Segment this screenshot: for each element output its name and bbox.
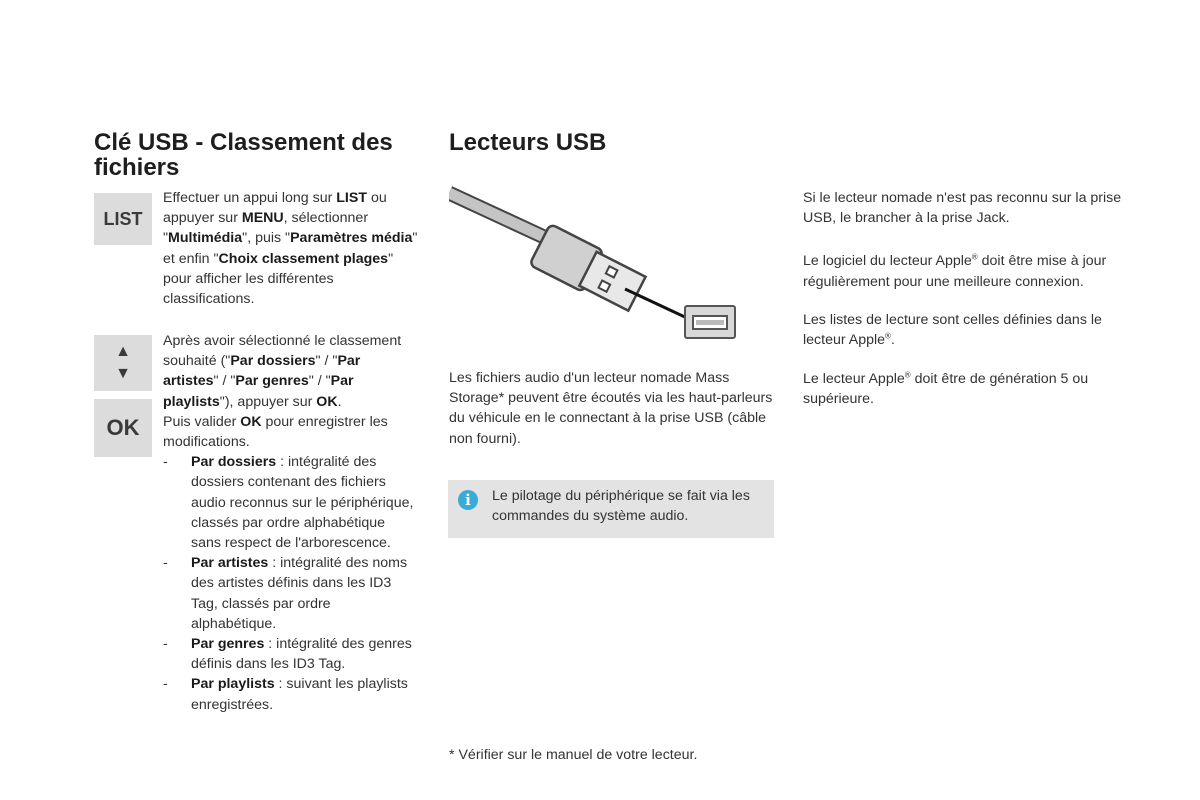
bullet-dash: - (163, 636, 168, 653)
note-apple-update: Le logiciel du lecteur Apple® doit être mise à jour régulièrement pour une meilleure connexion. (803, 252, 1107, 290)
sort-option-description: : intégralité des dossiers contenant des fichiers audio reconnus sur le périphérique, classés par ordre alphabétique sans respect de l'arborescence. (191, 454, 414, 552)
sort-option-term: Par dossiers (191, 454, 277, 471)
bullet-dash: - (163, 454, 168, 471)
sort-option-term: Par genres (191, 636, 265, 653)
registered-mark: ® (904, 370, 911, 380)
list-key-icon (94, 193, 152, 245)
sort-option-description: : intégralité des noms des artistes définis dans les ID3 Tag, classés par ordre alphabétique. (191, 555, 408, 632)
bold-term: Par artistes (163, 353, 361, 390)
instruction-block-2 (163, 331, 418, 715)
bold-term: MENU (241, 210, 284, 227)
bold-term: Par genres (235, 373, 309, 390)
bold-term: LIST (336, 190, 368, 206)
sort-options-list (163, 452, 418, 715)
up-down-keys-icon (94, 335, 152, 391)
ok-key-label: OK (106, 415, 140, 440)
usb-players-description: Les fichiers audio d'un lecteur nomade Mass Storage* peuvent être écoutés via les haut-parleurs du véhicule en le connectant à la prise USB (câble non fourni). (449, 370, 773, 447)
bullet-dash: - (163, 555, 168, 572)
bold-term: Par playlists (163, 373, 354, 410)
footnote: * Vérifier sur le manuel de votre lecteur. (449, 747, 698, 763)
bold-term: Choix classement plages (218, 250, 389, 267)
sort-option-description: : suivant les playlists enregistrées. (191, 676, 408, 713)
bold-term: Multimédia (168, 230, 243, 247)
info-note-box (448, 480, 774, 538)
instruction-paragraph-2: Après avoir sélectionné le classement souhaité ("Par dossiers" / "Par artistes" / "Par genres" / "Par playlists"), appuyer sur OK. (163, 333, 402, 410)
sort-option-item (163, 553, 418, 634)
note-playlists: Les listes de lecture sont celles définies dans le lecteur Apple®. (803, 311, 1102, 349)
registered-mark: ® (971, 252, 978, 262)
up-arrow-icon: ▲ (115, 343, 131, 360)
registered-mark: ® (885, 331, 891, 341)
instruction-paragraph-3: Puis valider OK pour enregistrer les modifications. (163, 413, 388, 451)
usb-connector-illustration (449, 185, 749, 345)
down-arrow-icon: ▼ (115, 365, 131, 382)
sort-option-item (163, 634, 418, 674)
bullet-dash: - (163, 676, 168, 693)
sort-option-term: Par playlists (191, 676, 275, 693)
note-apple-generation: Le lecteur Apple® doit être de génération 5 ou supérieure. (803, 370, 1089, 408)
sort-option-item (163, 452, 418, 553)
sort-option-item (163, 674, 418, 714)
section-title-usb-sort: Clé USB - Classement des fichiers (94, 129, 393, 181)
ok-key-icon (94, 399, 152, 457)
sort-option-description: : intégralité des genres définis dans les ID3 Tag. (191, 636, 412, 673)
right-notes (803, 188, 1138, 410)
note-not-recognized: Si le lecteur nomade n'est pas reconnu sur la prise USB, le brancher à la prise Jack. (803, 190, 1122, 227)
instruction-paragraph-1: Effectuer un appui long sur LIST ou appuyer sur MENU, sélectionner "Multimédia", puis "Paramètres média" et enfin "Choix classement plages" pour afficher les différentes classifications. (163, 190, 418, 308)
bold-term: OK (240, 413, 262, 430)
info-note-text: Le pilotage du périphérique se fait via les commandes du système audio. (492, 488, 750, 525)
section-title-usb-players: Lecteurs USB (449, 129, 607, 156)
info-icon: i (458, 490, 478, 510)
bold-term: OK (316, 393, 338, 410)
bold-term: Paramètres média (290, 230, 413, 247)
list-key-label: LIST (103, 208, 143, 229)
sort-option-term: Par artistes (191, 555, 269, 572)
bold-term: Par dossiers (230, 353, 316, 370)
